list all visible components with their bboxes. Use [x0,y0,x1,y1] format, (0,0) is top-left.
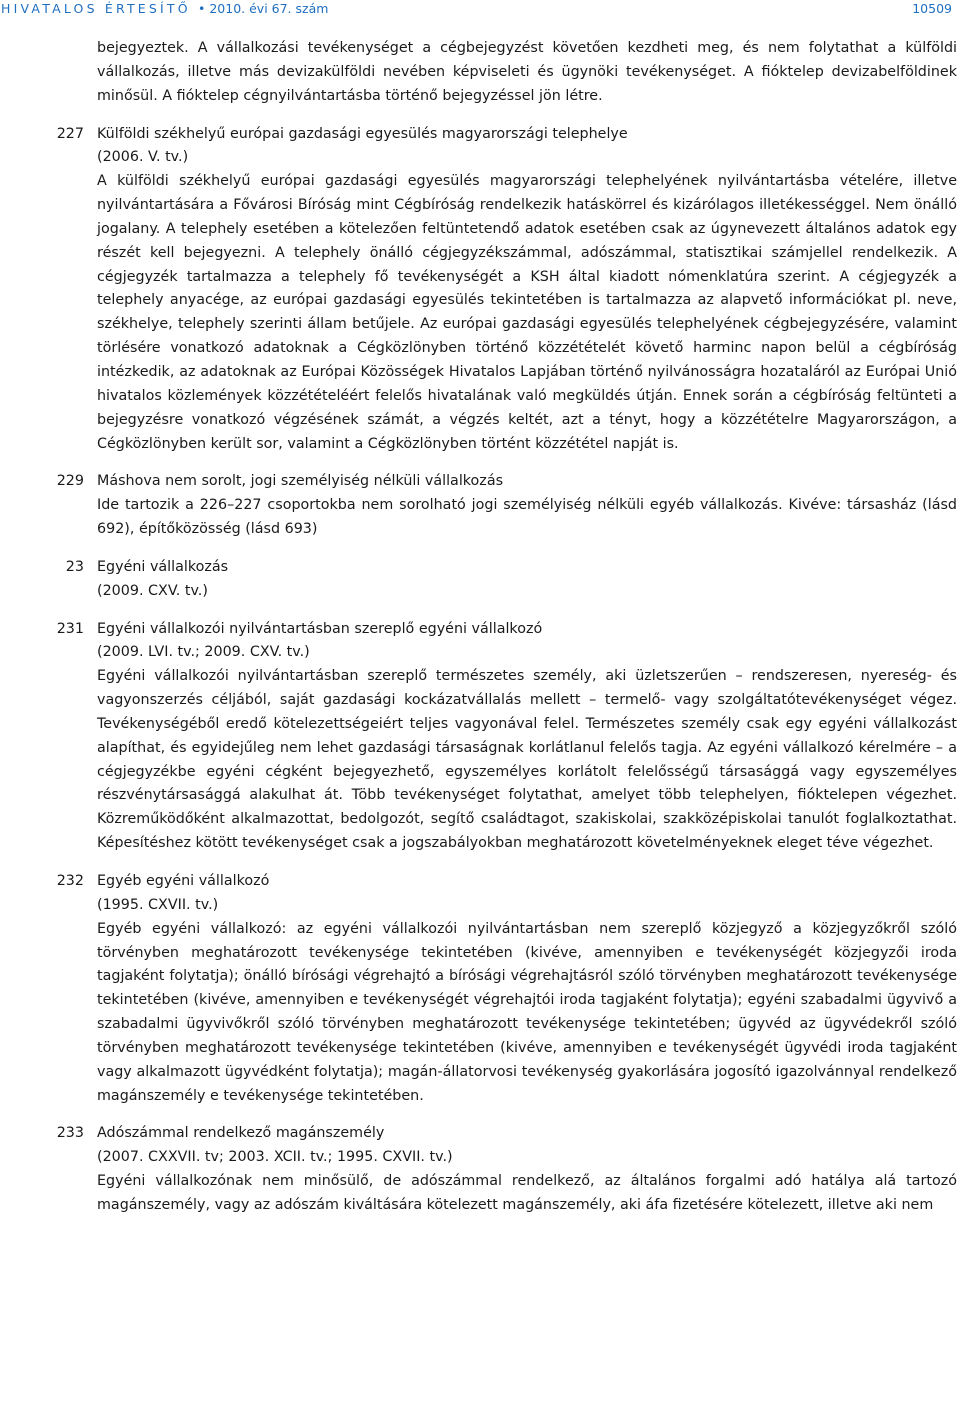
page-header [0,0,960,20]
header-journal-info [1,1,328,16]
entry-description: A külföldi székhelyű európai gazdasági egyesülés magyarországi telephelyének nyilvántartásba vételére, illetve nyilvántartására a Fővárosi Bíróság mint Cégbíróság rendelkezik hatáskörrel és kizárólagos illetékességgel. Nem önálló jogalany. A telephely esetében a kötelezően feltüntetendő adatok esetében csak az úgynevezett általános adatok egy részét kell bejegyezni. A telephely önálló cégjegyzékszámmal, adószámmal, statisztikai számjellel rendelkezik. A cégjegyzék tartalmazza a telephely fő tevékenységét a KSH által kiadott nómenklatúra szerint. A cégjegyzék a telephely anyacége, az európai gazdasági egyesülés tekintetében is tartalmazza az alapvető információkat pl. neve, székhelye, telephely szerinti állam betűjele. Az európai gazdasági egyesülés telephelyének cégbejegyzésére, valamint törlésére vonatkozó adatoknak a Cégközlönyben történő közzétételét követő harminc napon belül a cégbíróság intézkedik, az adatoknak az Európai Közösségek Hivatalos Lapjában történő nyilvánosságra hozataláról az Európai Unió hivatalos közlemények közzétételéért felelős hivatalának való megküldés útján. Ennek során a cégbíróság feltünteti a bejegyzésre vonatkozó végzésének számát, a végzés keltét, azt a tényt, hogy a közzétételre Magyarországon, a Cégközlönyben került sor, valamint a Cégközlönyben történt közzététel napját is. [97,173,957,452]
entry-description: Egyéb egyéni vállalkozó: az egyéni vállalkozói nyilvántartásban nem szereplő közjegyző a közjegyzőkről szóló törvényben meghatározott tevékenysége tekintetében (kivéve, amennyiben e tevékenységét közjegyzői iroda tagjaként folytatja); önálló bírósági végrehajtó a bírósági végrehajtásról szóló törvényben meghatározott tevékenysége tekintetében (kivéve, amennyiben e tevékenységét végrehajtói iroda tagjaként folytatja); egyéni szabadalmi ügyvivő a szabadalmi ügyvivőkről szóló törvényben meghatározott tevékenysége tekintetében; ügyvéd az ügyvédekről szóló törvényben meghatározott tevékenysége tekintetében (kivéve, amennyiben e tevékenységét ügyvédi iroda tagjaként vagy alkalmazott ügyvédként folytatja); magán-állatorvosi tevékenység gyakorlására jogosító igazolvánnyal rendelkező magánszemély e tevékenysége tekintetében. [97,920,957,1104]
entry-code: 231 [56,620,84,637]
document-body [0,37,960,1218]
entry-code: 227 [56,125,84,142]
entry-233 [0,1122,960,1217]
entry-23 [0,556,960,604]
entry-title: Adószámmal rendelkező magánszemély [97,1125,385,1142]
entry-code: 23 [65,558,84,575]
entry-231 [0,618,960,856]
entry-title: Egyéb egyéni vállalkozó [97,873,270,889]
entry-law-reference: (2009. LVI. tv.; 2009. CXV. tv.) [97,644,310,661]
entry-232 [0,870,960,1108]
entry-code: 233 [56,1125,84,1142]
entry-law-reference: (1995. CXVII. tv.) [97,896,219,913]
entry-title: Egyéni vállalkozás [97,558,229,575]
entry-description: Ide tartozik a 226–227 csoportokba nem sorolható jogi személyiség nélküli egyéb vállalkozás. Kivéve: társasház (lásd 692), építőközösség (lásd 693) [97,497,957,538]
issue-info: • 2010. évi 67. szám [198,1,329,16]
entry-title: Külföldi székhelyű európai gazdasági egyesülés magyarországi telephelye [97,125,628,142]
entry-title: Máshova nem sorolt, jogi személyiség nélküli vállalkozás [97,473,504,490]
entry-title: Egyéni vállalkozói nyilvántartásban szereplő egyéni vállalkozó [97,620,543,637]
entry-227 [0,123,960,457]
page-number: 10509 [912,1,952,16]
entry-law-reference: (2009. CXV. tv.) [97,582,208,599]
entry-229 [0,470,960,542]
entry-code: 232 [56,873,84,889]
entry-law-reference: (2006. V. tv.) [97,149,189,166]
entry-code: 229 [56,473,84,490]
entry-description: Egyéni vállalkozói nyilvántartásban szereplő természetes személy, aki üzletszerűen – rendszeresen, nyereség- és vagyonszerzés céljából, saját gazdasági kockázatvállalás mellett – termelő- vagy szolgáltatótevékenységet végez. Tevékenységéből eredő kötelezettségeiért teljes vagyonával felel. Természetes személy csak egy egyéni vállalkozást alapíthat, és egyidejűleg nem lehet gazdasági társaságnak korlátlanul felelős tagja. Az egyéni vállalkozó kérelmére – a cégjegyzékbe egyéni cégként bejegyezhető, egyszemélyes korlátolt felelősségű társasággá vagy egyszemélyes részvénytársasággá alakulhat át. Több tevékenységet folytathat, amelyet több telephelyen, fióktelepen végezhet. Közreműködőként alkalmazottat, bedolgozót, segítő családtagot, szakiskolai, szakközépiskolai tanulót foglalkoztathat. Képesítéshez kötött tevékenységet csak a jogszabályokban meghatározott követelményeknek eleget téve végezhet. [97,668,957,852]
journal-title: HIVATALOS ÉRTESÍTŐ [1,1,191,16]
intro-paragraph: bejegyeztek. A vállalkozási tevékenységet a cégbejegyzést követően kezdheti meg, és nem folytathat a külföldi vállalkozás, illetve más devizakülföldi nevében képviseleti és ügynöki tevékenységet. A fióktelep devizabelföldinek minősül. A fióktelep cégnyilvántartásba történő bejegyzéssel jön létre. [97,40,957,104]
entry-description: Egyéni vállalkozónak nem minősülő, de adószámmal rendelkező, az általános forgalmi adó hatálya alá tartozó magánszemély, vagy az adószám kiváltására kötelezett magánszemély, aki áfa fizetésére kötelezett, illetve aki nem [97,1173,957,1213]
entry-law-reference: (2007. CXXVII. tv; 2003. XCII. tv.; 1995. CXVII. tv.) [97,1149,453,1166]
